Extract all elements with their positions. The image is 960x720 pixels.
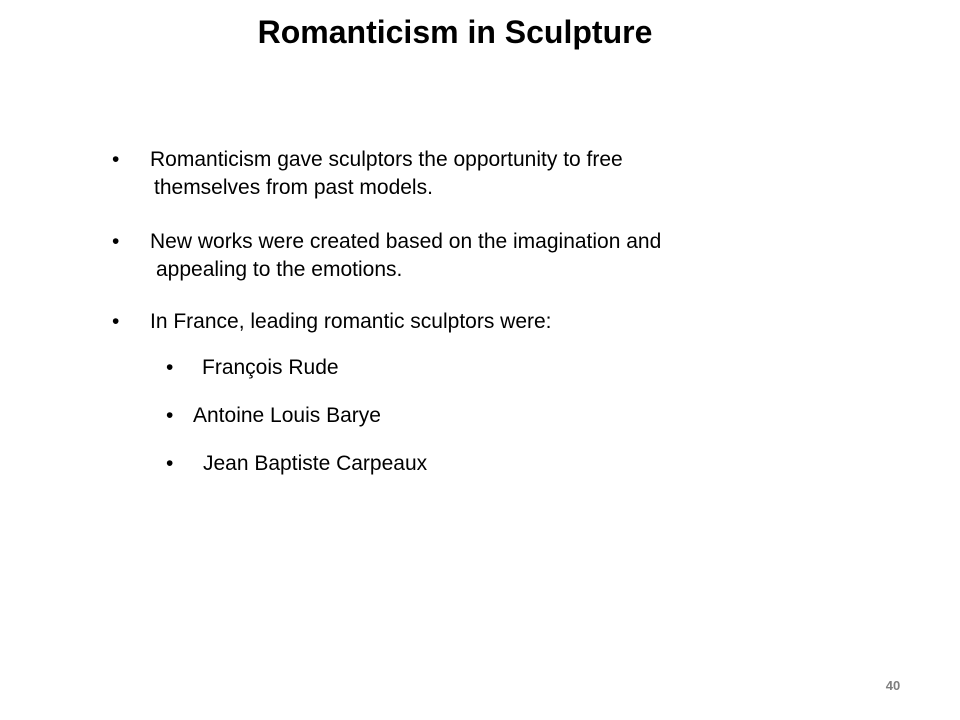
bullet-marker: • [112, 310, 120, 333]
bullet-text: Romanticism gave sculptors the opportunity to free [150, 148, 623, 171]
bullet-marker: • [112, 148, 120, 171]
sub-bullet-text: Antoine Louis Barye [193, 404, 381, 427]
bullet-marker: • [166, 404, 174, 427]
bullet-text-continuation: themselves from past models. [154, 176, 433, 199]
sub-bullet-text: Jean Baptiste Carpeaux [203, 452, 428, 475]
bullet-text: New works were created based on the imagination and [150, 230, 662, 253]
bullet-marker: • [166, 452, 174, 475]
bullet-text: In France, leading romantic sculptors were: [150, 310, 552, 333]
page-number: 40 [885, 678, 901, 693]
bullet-marker: • [112, 230, 120, 253]
slide-title: Romanticism in Sculpture [257, 14, 653, 50]
bullet-text-continuation: appealing to the emotions. [156, 258, 403, 281]
bullet-marker: • [166, 356, 174, 379]
sub-bullet-text: François Rude [202, 356, 339, 379]
